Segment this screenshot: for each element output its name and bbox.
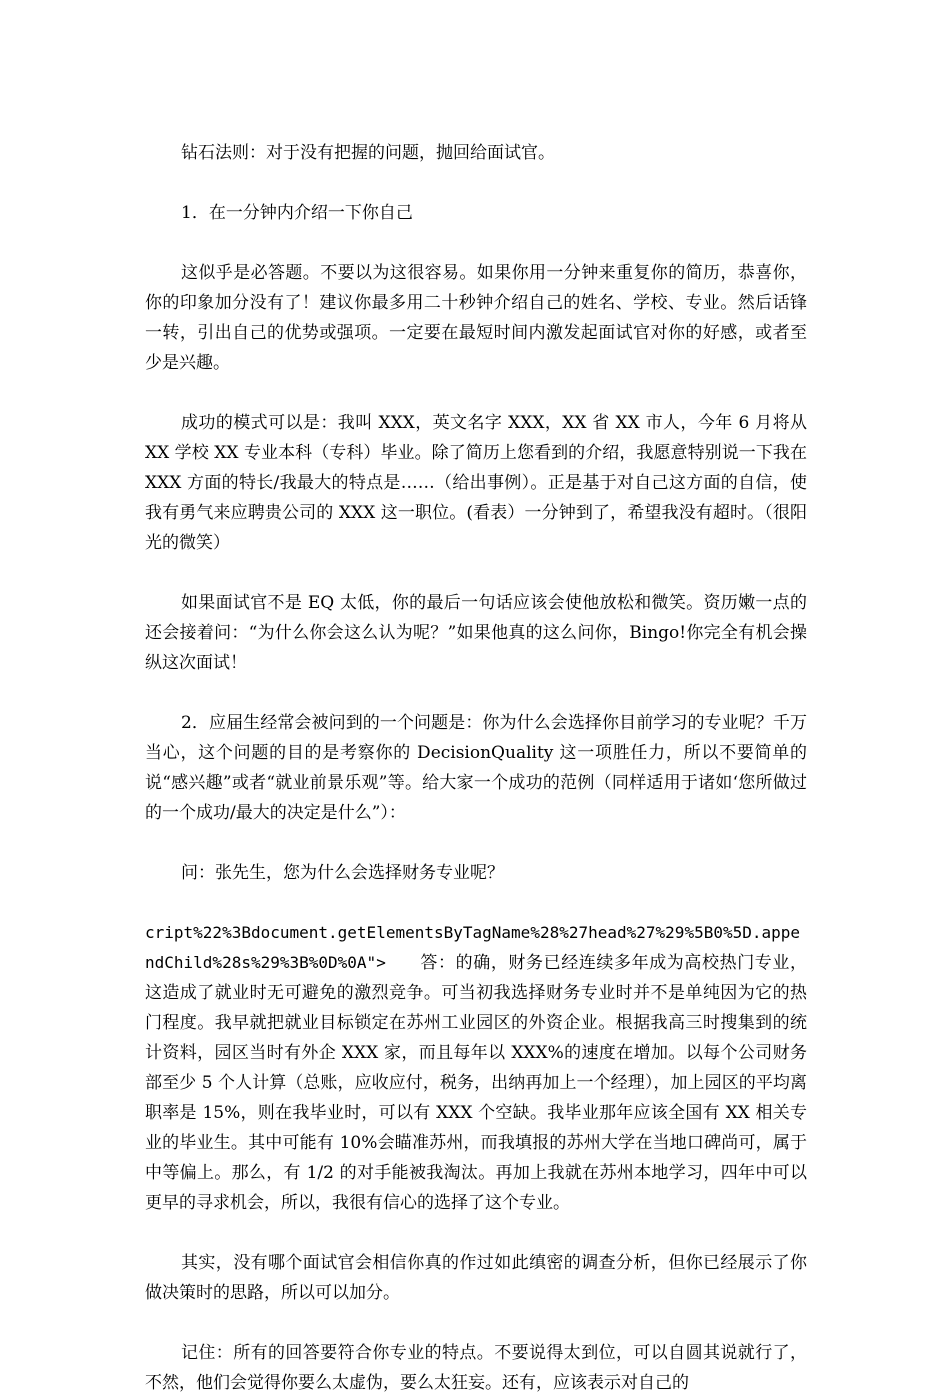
paragraph-spacer: [145, 1218, 807, 1248]
paragraph-eq-note: 如果面试官不是 EQ 太低，你的最后一句话应该会使他放松和微笑。资历嫩一点的还会接着问：“为什么你会这么认为呢？”如果他真的这么问你，Bingo!你完全有机会操纵这次面试！: [145, 593, 807, 673]
paragraph-interview-question: 问：张先生，您为什么会选择财务专业呢？: [181, 863, 504, 883]
paragraph-spacer: [145, 828, 807, 858]
paragraph-self-intro-advice: 这似乎是必答题。不要以为这很容易。如果你用一分钟来重复你的简历，恭喜你，你的印象加分没有了！建议你最多用二十秒钟介绍自己的姓名、学校、专业。然后话锋一转，引出自己的优势或强项。一定要在最短时间内激发起面试官对你的好感，或者至少是兴趣。: [145, 263, 807, 373]
paragraph-spacer: [145, 1308, 807, 1338]
answer-text-spacer: [386, 953, 420, 973]
paragraph-spacer: [145, 558, 807, 588]
paragraph-spacer: [145, 888, 807, 918]
paragraph-spacer: [145, 678, 807, 708]
answer-text: 答：的确，财务已经连续多年成为高校热门专业，这造成了就业时无可避免的激烈竞争。可当初我选择财务专业时并不是单纯因为它的热门程度。我早就把就业目标锁定在苏州工业园区的外资企业。根据我高三时搜集到的统计资料，园区当时有外企 XXX 家，而且每年以 XXX%的速度在增加。以每个公司财务部至少 5 个人计算（总账，应收应付，税务，出纳再加上一个经理），加上园区的平均离职率是 15%，则在我毕业时，可以有 XXX 个空缺。我毕业那年应该全国有 XX 相关专业的毕业生。其中可能有 10%会瞄准苏州，而我填报的苏州大学在当地口碑尚可，属于中等偏上。那么，有 1/2 的对手能被我淘汰。再加上我就在苏州本地学习，四年中可以更早的寻求机会，所以，我很有信心的选择了这个专业。: [145, 953, 807, 1213]
paragraph-spacer: [145, 168, 807, 198]
stray-script-code: cript%22%3Bdocument.getElementsByTagName%28%27head%27%29%5B0%5D.appendChild%28s%29%3B%0D%0A">: [145, 923, 801, 972]
paragraph-spacer: [145, 228, 807, 258]
heading-question-2: 2．应届生经常会被问到的一个问题是：你为什么会选择你目前学习的专业呢？千万当心，这个问题的目的是考察你的 DecisionQuality 这一项胜任力，所以不要简单的说“感兴趣”或者“就业前景乐观”等。给大家一个成功的范例（同样适用于诸如‘您所做过的一个成功/最大的决定是什么”）：: [145, 713, 807, 823]
heading-question-1: 1．在一分钟内介绍一下你自己: [181, 203, 413, 223]
paragraph-remember: 记住：所有的回答要符合你专业的特点。不要说得太到位，可以自圆其说就行了，不然，他们会觉得你要么太虚伪，要么太狂妄。还有，应该表示对自己的: [145, 1343, 807, 1393]
paragraph-answer: [145, 918, 807, 1218]
paragraph-success-pattern: 成功的模式可以是：我叫 XXX，英文名字 XXX，XX 省 XX 市人，今年 6 月将从 XX 学校 XX 专业本科（专科）毕业。除了简历上您看到的介绍，我愿意特别说一下我在 XXX 方面的特长/我最大的特点是……（给出事例）。正是基于对自己这方面的自信，使我有勇气来应聘贵公司的 XXX 这一职位。(看表）一分钟到了，希望我没有超时。（很阳光的微笑）: [145, 413, 807, 553]
paragraph-decision-thinking: 其实，没有哪个面试官会相信你真的作过如此缜密的调查分析，但你已经展示了你做决策时的思路，所以可以加分。: [145, 1253, 807, 1303]
paragraph-diamond-rule: 钻石法则：对于没有把握的问题，抛回给面试官。: [181, 143, 555, 163]
document-page: [145, 138, 807, 1398]
paragraph-spacer: [145, 378, 807, 408]
